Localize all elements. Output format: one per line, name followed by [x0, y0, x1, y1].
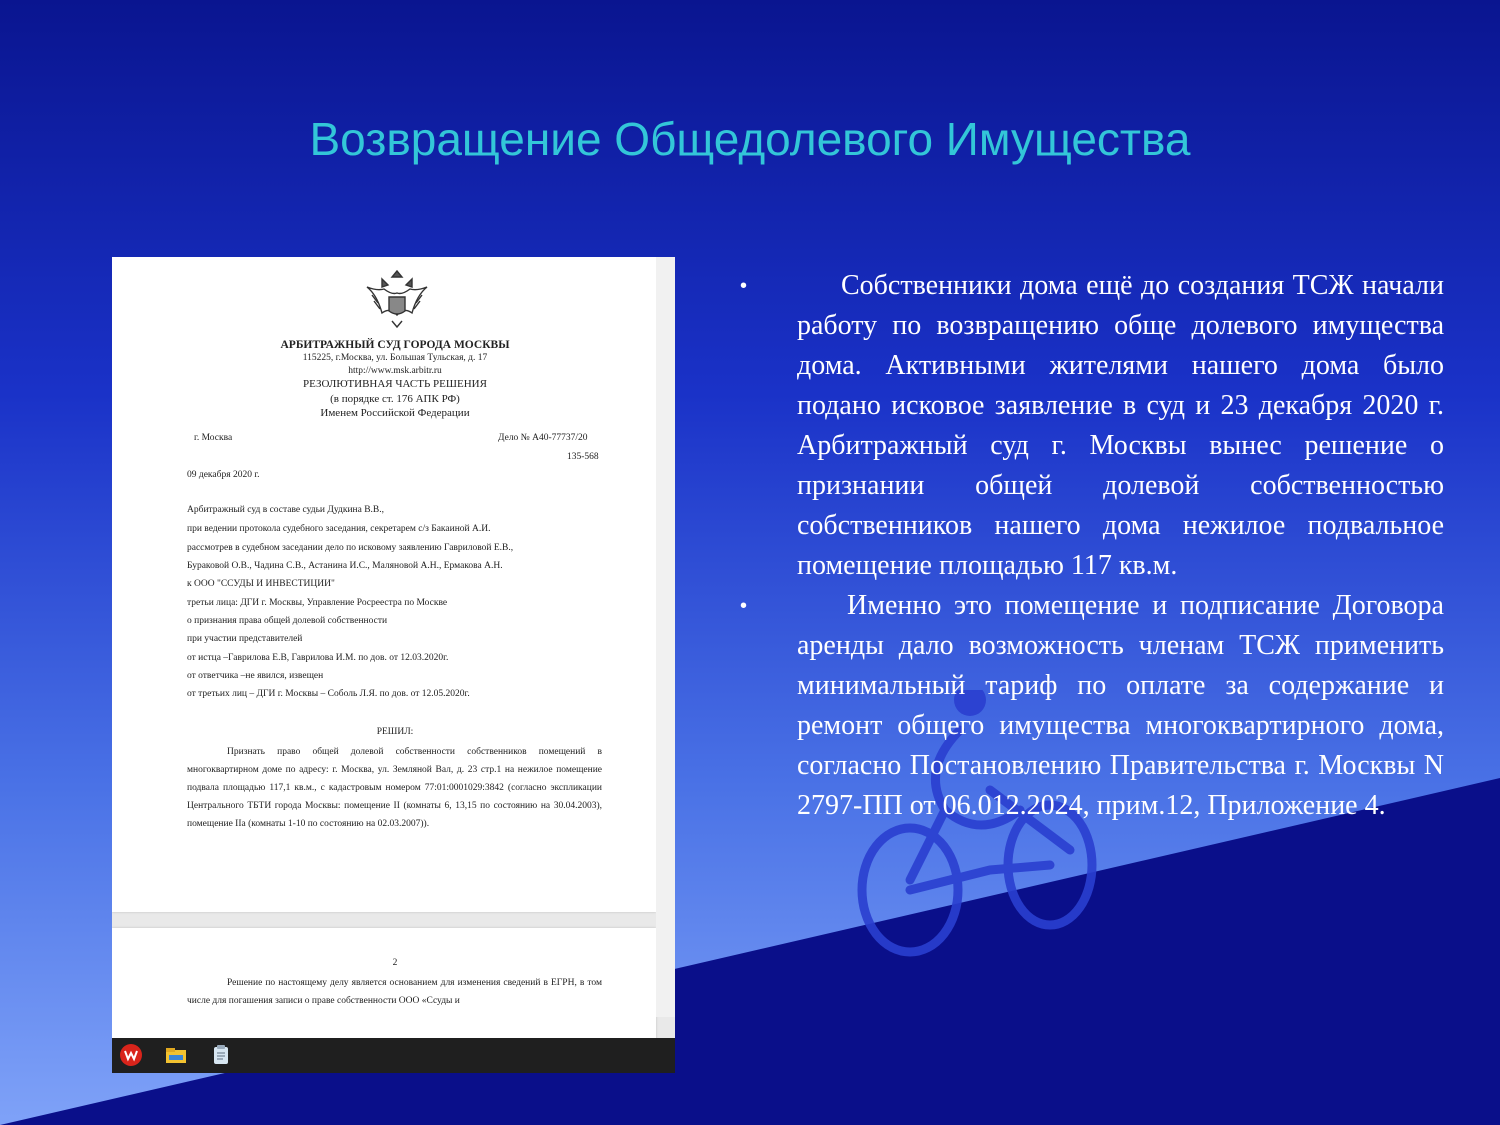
doc-line: третьи лица: ДГИ г. Москвы, Управление Росреестра по Москве — [187, 598, 448, 608]
taskbar — [112, 1038, 675, 1073]
court-address: 115225, г.Москва, ул. Большая Тульская, д. 17 — [302, 353, 488, 363]
doc-date: 09 декабря 2020 г. — [187, 470, 260, 480]
bullet-item — [740, 586, 1444, 826]
document-page-1 — [112, 257, 656, 912]
page2-text: Решение по настоящему делу является основанием для изменения сведений в ЕГРН, в том числе для погашения записи о праве собственности ООО «Ссуды и — [187, 978, 602, 1006]
bullet-text: Собственники дома ещё до создания ТСЖ начали работу по возвращению обще долевого имущества дома. Активными жителями нашего дома было подано исковое заявление в суд и 23 декабря 2020 г. Арбитражный суд г. Москвы вынес решение о признании общей долевой собственностью собственников нашего дома нежилое подвальное помещение площадью 117 кв.м. — [797, 270, 1444, 581]
court-url: http://www.msk.arbitr.ru — [348, 366, 442, 376]
notepad-app-icon[interactable] — [209, 1043, 233, 1067]
doc-type: РЕЗОЛЮТИВНАЯ ЧАСТЬ РЕШЕНИЯ — [303, 378, 487, 390]
case-number-2: 135-568 — [567, 452, 599, 462]
doc-line: при участии представителей — [187, 634, 303, 644]
bullet-text: Именно это помещение и подписание Договора аренды дало возможность членам ТСЖ применить минимальный тариф по оплате за содержание и ремонт общего имущества многоквартирного дома, согласно Постановлению Правительства г. Москвы N 2797-ПП от 06.012.2024, прим.12, Приложение 4. — [797, 590, 1444, 821]
doc-line: от истца –Гаврилова Е.В, Гаврилова И.М. по дов. от 12.03.2020г. — [187, 653, 449, 663]
court-name: АРБИТРАЖНЫЙ СУД ГОРОДА МОСКВЫ — [280, 339, 510, 351]
doc-basis: (в порядке ст. 176 АПК РФ) — [330, 393, 460, 405]
page-number: 2 — [392, 958, 398, 968]
case-number: Дело № А40-77737/20 — [498, 433, 588, 443]
bullet-item — [740, 266, 1444, 586]
bullet-list — [740, 266, 1444, 826]
bullet-marker: • — [740, 275, 748, 297]
in-name-of: Именем Российской Федерации — [320, 407, 470, 419]
bullet-marker: • — [740, 595, 748, 617]
decision-text: Признать право общей долевой собственности собственников помещений в многоквартирном доме по адресу: г. Москва, ул. Земляной Вал, д. 23 стр.1 на нежилое помещение подвала площадью 117,1 кв.м., с кадастровым номером 77:01:0001029:3842 (согласно экспликации Центрального ТБТИ города Москвы: помещение II (комнаты 6, 13,15 по состоянию на 30.04.2003), помещение IIа (комнаты 1-10 по состоянию на 02.03.2007)). — [187, 747, 602, 829]
wps-office-icon[interactable] — [119, 1043, 143, 1067]
file-explorer-icon[interactable] — [164, 1043, 188, 1067]
coat-of-arms-icon — [362, 265, 432, 335]
doc-line: о признания права общей долевой собственности — [187, 616, 388, 626]
doc-line: Арбитражный суд в составе судьи Дудкина В.В., — [187, 505, 384, 515]
doc-line: к ООО "ССУДЫ И ИНВЕСТИЦИИ" — [187, 579, 335, 589]
city: г. Москва — [194, 433, 233, 443]
doc-line: Бураковой О.В., Чадина С.В., Астанина И.С., Маляновой А.Н., Ермакова А.Н. — [187, 561, 503, 571]
doc-line: рассмотрев в судебном заседании дело по исковому заявлению Гавриловой Е.В., — [187, 543, 514, 553]
doc-line: от ответчика –не явился, извещен — [187, 671, 324, 681]
document-scrollbar[interactable] — [656, 257, 675, 1017]
decided-heading: РЕШИЛ: — [376, 727, 414, 737]
doc-line: при ведении протокола судебного заседания, секретарем с/з Бакаиной А.И. — [187, 524, 491, 534]
doc-line: от третьих лиц – ДГИ г. Москвы – Соболь Л.Я. по дов. от 12.05.2020г. — [187, 689, 470, 699]
court-document-screenshot — [112, 257, 675, 1073]
slide-title: Возвращение Общедолевого Имущества — [309, 113, 1191, 165]
